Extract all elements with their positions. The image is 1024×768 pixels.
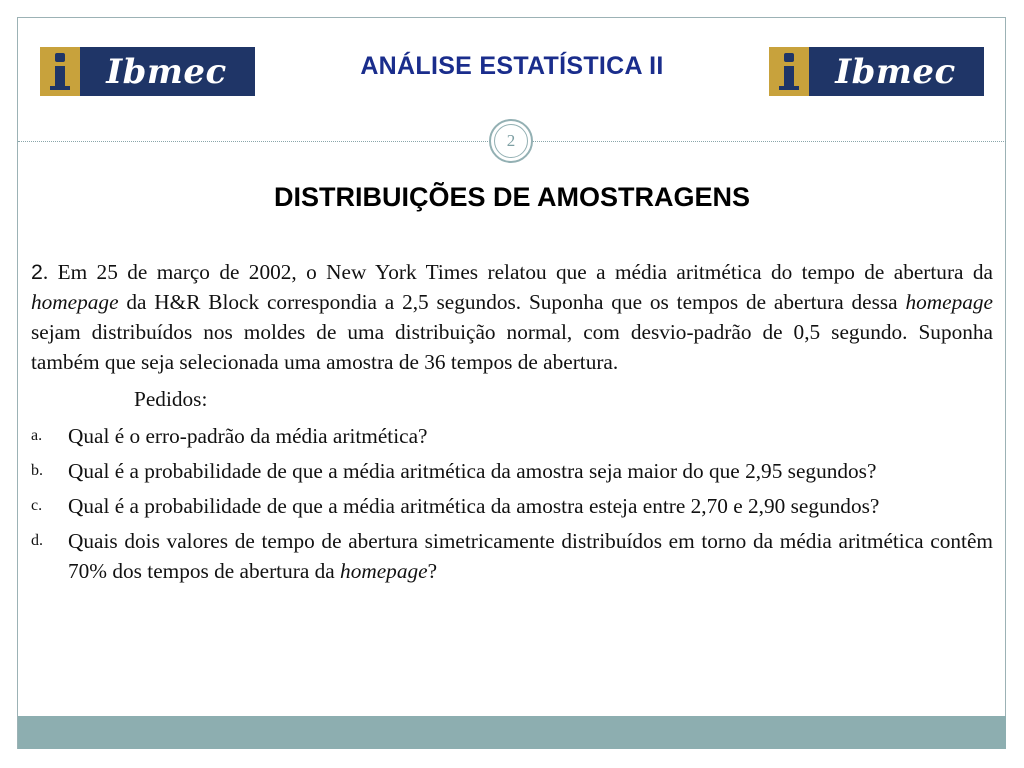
slide-title: DISTRIBUIÇÕES DE AMOSTRAGENS <box>273 182 751 212</box>
question-text: Qual é o erro-padrão da média aritmética? <box>68 424 428 448</box>
header-title: ANÁLISE ESTATÍSTICA II <box>360 52 664 80</box>
page-number: 2 <box>494 124 528 158</box>
slide-body <box>31 257 993 591</box>
problem-number: 2 <box>31 260 43 284</box>
question-text: Qual é a probabilidade de que a média aritmética da amostra seja maior do que 2,95 segundos? <box>68 459 877 483</box>
question-emphasis: homepage <box>340 559 428 583</box>
ibmec-logo-right <box>769 47 984 96</box>
question-text: Quais dois valores de tempo de abertura simetricamente distribuídos em torno da média aritmética contêm 70% dos tempos de abertura da <box>68 529 993 583</box>
question-item-c <box>31 491 993 521</box>
page-number-badge <box>489 119 533 163</box>
question-letter: b. <box>31 462 43 479</box>
problem-text: da H&R Block correspondia a 2,5 segundos. Suponha que os tempos de abertura dessa <box>118 290 906 314</box>
question-item-a <box>31 421 993 451</box>
problem-text: sejam distribuídos nos moldes de uma distribuição normal, com desvio-padrão de 0,5 segundo. Suponha também que seja selecionada uma amostra de 36 tempos de abertura. <box>31 320 993 374</box>
question-list <box>31 421 993 586</box>
question-text: Qual é a probabilidade de que a média aritmética da amostra esteja entre 2,70 e 2,90 segundos? <box>68 494 880 518</box>
problem-statement <box>31 257 993 377</box>
logo-brand-text: Ibmec <box>835 52 956 92</box>
question-letter: d. <box>31 532 43 549</box>
question-letter: c. <box>31 497 43 514</box>
question-item-b <box>31 456 993 486</box>
logo-brand-text: Ibmec <box>106 52 227 92</box>
footer-bar <box>18 716 1006 749</box>
logo-i-mark-icon <box>769 47 809 96</box>
question-tail: ? <box>427 559 438 583</box>
question-item-d <box>31 526 993 586</box>
ibmec-logo-left <box>40 47 255 96</box>
question-letter: a. <box>31 427 43 444</box>
problem-text: . Em 25 de março de 2002, o New York Times relatou que a média aritmética do tempo de abertura da <box>42 260 993 284</box>
pedidos-label: Pedidos: <box>134 387 208 411</box>
problem-emphasis: homepage <box>905 290 993 314</box>
logo-i-mark-icon <box>40 47 80 96</box>
problem-emphasis: homepage <box>31 290 119 314</box>
